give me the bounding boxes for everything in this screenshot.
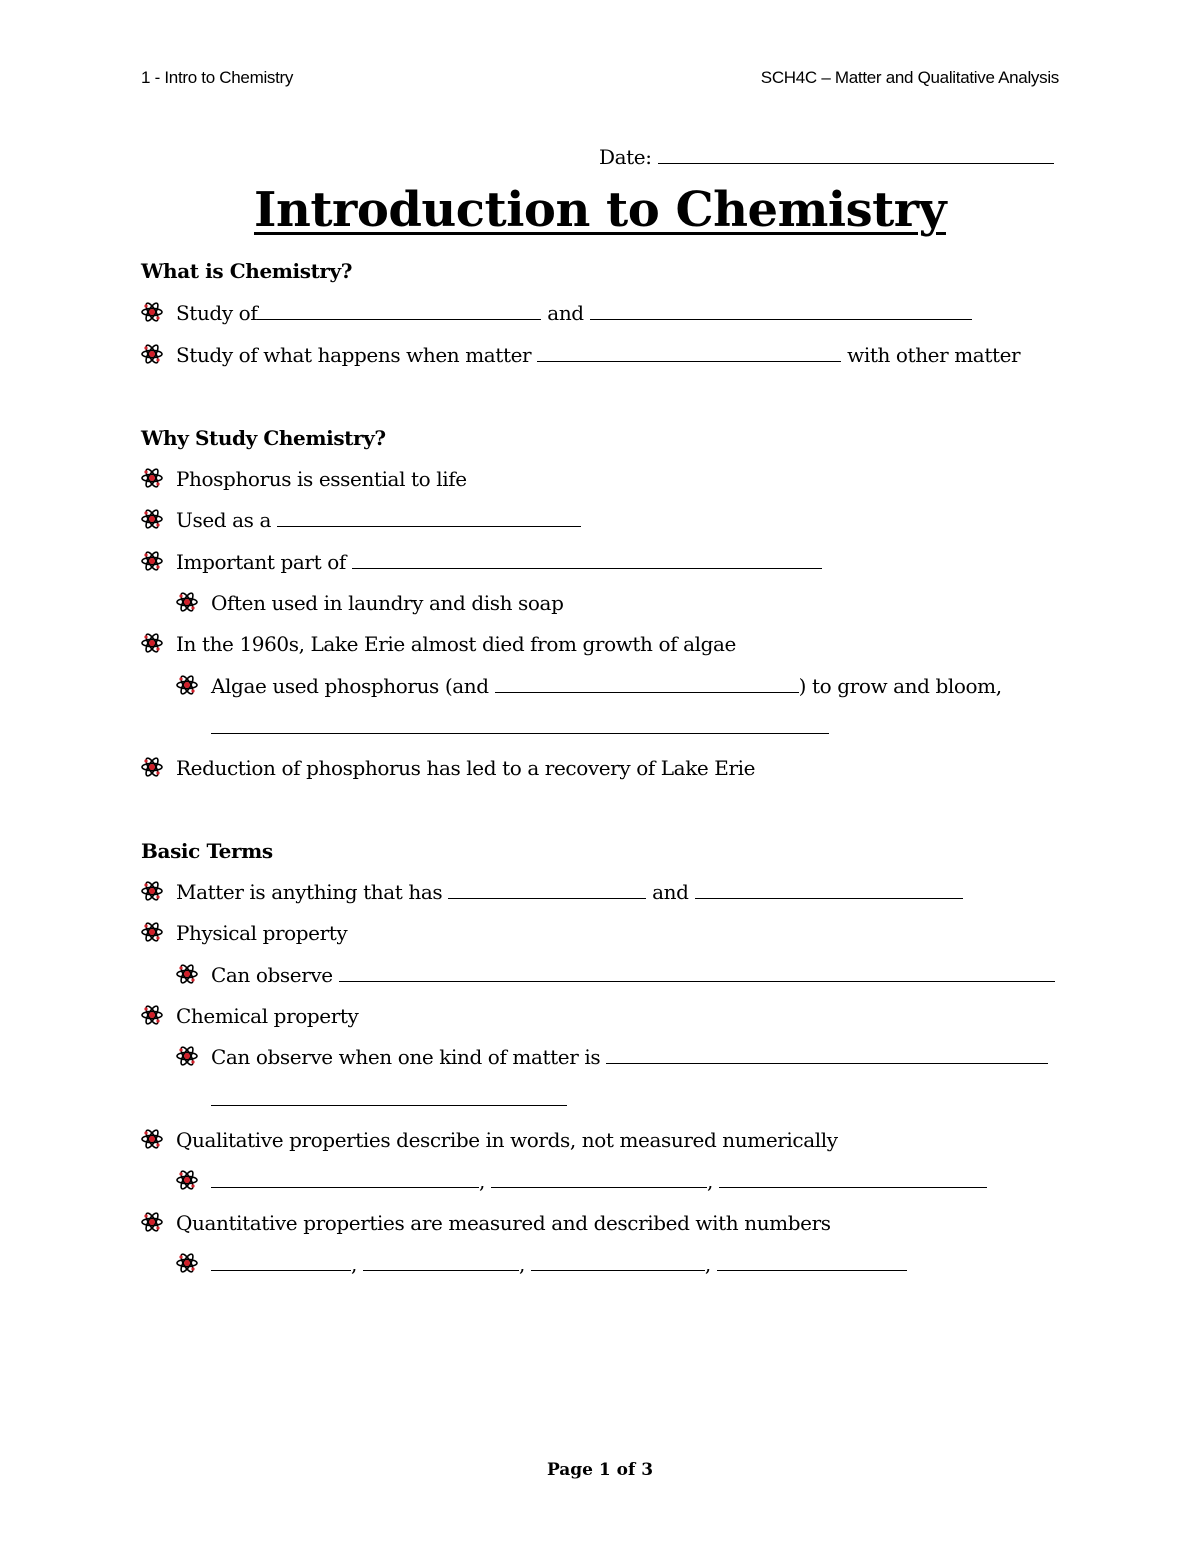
atom-star-icon [141,1004,163,1026]
list-item: , , , [176,1249,907,1279]
list-item: , , [176,1166,987,1196]
list-item: Matter is anything that has and [141,877,963,907]
atom-star-icon [176,674,198,696]
date-blank[interactable] [658,146,1054,164]
atom-star-icon [141,756,163,778]
answer-blank[interactable] [606,1046,1048,1064]
atom-star-icon [176,1169,198,1191]
answer-blank[interactable] [448,881,646,899]
list-item: Quantitative properties are measured and described with numbers [141,1208,831,1238]
list-item: Can observe when one kind of matter is [176,1042,1048,1072]
answer-blank[interactable] [531,1253,705,1271]
answer-blank[interactable] [590,302,972,320]
list-item: Phosphorus is essential to life [141,464,467,494]
atom-star-icon [141,343,163,365]
list-item: Physical property [141,918,347,948]
answer-blank[interactable] [257,302,541,320]
section-heading-why: Why Study Chemistry? [141,426,386,450]
page-title: Introduction to Chemistry [254,182,946,238]
list-item: Important part of [141,547,822,577]
answer-blank[interactable] [352,551,822,569]
list-item: Often used in laundry and dish soap [176,588,564,618]
answer-blank[interactable] [363,1253,519,1271]
answer-blank[interactable] [211,1088,567,1106]
atom-star-icon [141,301,163,323]
atom-star-icon [176,591,198,613]
date-row [599,142,1054,172]
answer-blank[interactable] [211,1253,351,1271]
atom-star-icon [141,1211,163,1233]
list-item: Algae used phosphorus (and ) to grow and bloom, [176,671,1002,701]
date-label: Date: [599,145,652,169]
atom-star-icon [141,880,163,902]
continuation-row [176,712,829,742]
atom-star-icon [141,467,163,489]
atom-star-icon [176,963,198,985]
answer-blank[interactable] [717,1253,907,1271]
list-item: Used as a [141,505,581,535]
atom-star-icon [141,1128,163,1150]
header-left: 1 - Intro to Chemistry [141,68,294,87]
list-item: Can observe [176,960,1055,990]
list-item: Study of what happens when matter with other matter [141,340,1020,370]
list-item: In the 1960s, Lake Erie almost died from growth of algae [141,629,736,659]
atom-star-icon [176,1045,198,1067]
header-right: SCH4C – Matter and Qualitative Analysis [760,68,1059,87]
list-item: Reduction of phosphorus has led to a recovery of Lake Erie [141,753,755,783]
atom-star-icon [141,632,163,654]
answer-blank[interactable] [695,881,963,899]
answer-blank[interactable] [277,509,581,527]
atom-star-icon [141,921,163,943]
atom-star-icon [176,1252,198,1274]
section-heading-what: What is Chemistry? [141,259,353,283]
page-number: Page 1 of 3 [546,1460,654,1480]
answer-blank[interactable] [491,1170,707,1188]
continuation-row [176,1084,567,1114]
atom-star-icon [141,508,163,530]
answer-blank[interactable] [339,964,1055,982]
answer-blank[interactable] [211,716,829,734]
list-item: Study of and [141,298,972,328]
list-item: Chemical property [141,1001,358,1031]
atom-star-icon [141,550,163,572]
answer-blank[interactable] [495,675,799,693]
answer-blank[interactable] [537,344,841,362]
answer-blank[interactable] [211,1170,479,1188]
section-heading-terms: Basic Terms [141,839,273,863]
answer-blank[interactable] [719,1170,987,1188]
list-item: Qualitative properties describe in words, not measured numerically [141,1125,838,1155]
